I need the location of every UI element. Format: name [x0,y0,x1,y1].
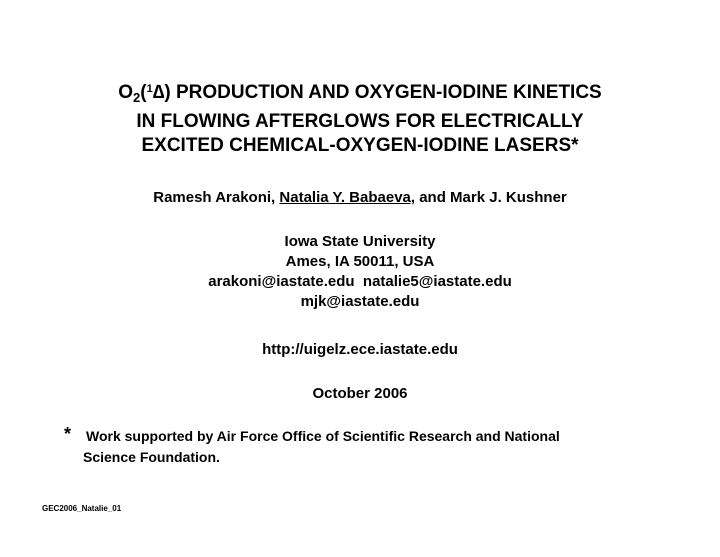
title-o: O [118,82,134,103]
date: October 2006 [312,385,408,402]
slide-title [0,77,720,158]
footnote-line-2: Science Foundation. [83,449,220,465]
title-line-3: EXCITED CHEMICAL-OXYGEN-IODINE LASERS* [141,135,579,156]
footnote-text [64,426,664,468]
author-1: Ramesh Arakoni, [153,189,276,206]
footnote-line-1: Work supported by Air Force Office of Scientific Research and National [86,428,560,444]
title-line-1 [0,77,720,110]
website-url: http://uigelz.ece.iastate.edu [262,341,458,358]
title-delta: ∆ [152,82,165,103]
footnote [64,426,664,468]
authors [0,188,720,208]
emails-line-1: arakoni@iastate.edu natalie5@iastate.edu [208,273,512,290]
title-subscript: 2 [133,90,141,105]
affiliation [0,232,720,312]
author-2-presenter: Natalia Y. Babaeva, [279,189,416,206]
address: Ames, IA 50011, USA [285,253,435,270]
author-3: and Mark J. Kushner [419,189,567,206]
footnote-marker: * [64,424,72,444]
title-line-1-rest: ) PRODUCTION AND OXYGEN-IODINE KINETICS [164,82,602,103]
title-paren: ( [140,82,147,103]
emails-line-2: mjk@iastate.edu [300,293,420,310]
slide-id: GEC2006_Natalie_01 [42,504,122,513]
title-superscript: 1 [146,83,153,95]
university: Iowa State University [284,233,436,250]
title-line-2: IN FLOWING AFTERGLOWS FOR ELECTRICALLY [136,111,584,132]
